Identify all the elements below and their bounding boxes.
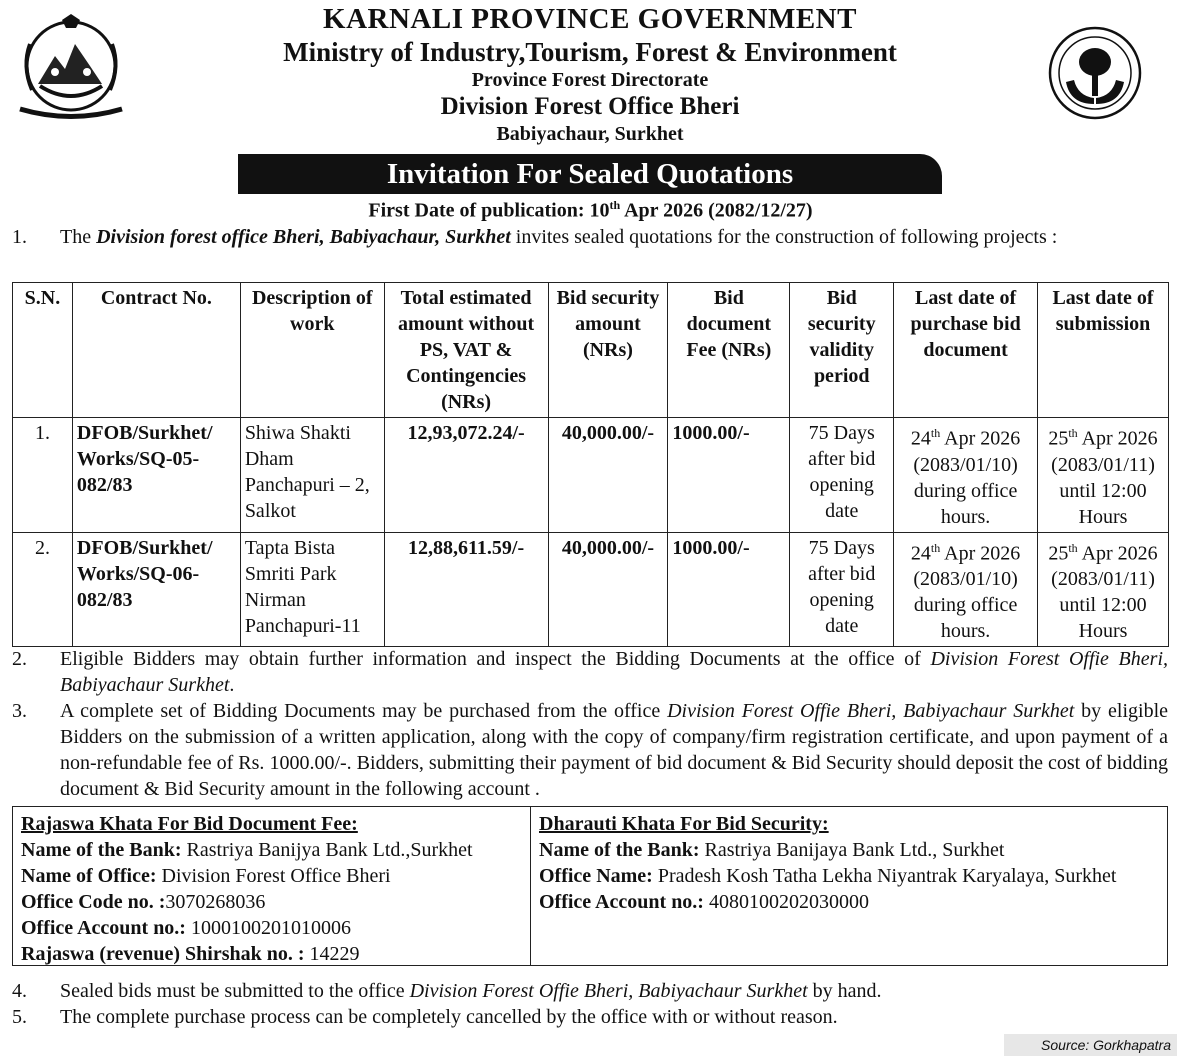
paragraph-text-italic: Division forest office Bheri, Babiyachaur, Surkhet xyxy=(96,226,511,248)
date-rest: Apr 2026 (2083/01/11) until 12:00 Hours xyxy=(1051,542,1158,643)
field-label: Name of the Bank: xyxy=(539,839,700,861)
paragraph-number: 4. xyxy=(12,980,27,1002)
date-sup: th xyxy=(930,540,941,555)
date-sup: th xyxy=(930,426,941,440)
forest-tree-hands-icon xyxy=(1048,26,1142,120)
security-account-column xyxy=(539,811,1139,915)
date-day: 25 xyxy=(1048,542,1069,565)
revenue-account-title: Rajaswa Khata For Bid Document Fee: xyxy=(21,813,358,835)
header-submission-date: Last date of submission xyxy=(1038,283,1169,418)
paragraph-text xyxy=(60,698,1168,802)
cell-security: 40,000.00/- xyxy=(548,418,668,533)
cell-description: Tapta Bista Smriti Park Nirman Panchapuri-11 xyxy=(240,532,384,647)
header-line-4: Division Forest Office Bheri xyxy=(440,93,740,120)
paragraph-text-italic: Division Forest Offie Bheri, Babiyachaur Surkhet xyxy=(667,700,1075,722)
cell-contract: DFOB/Surkhet/ Works/SQ-06-082/83 xyxy=(72,532,240,647)
header-line-5: Babiyachaur, Surkhet xyxy=(496,123,684,145)
cell-amount: 12,93,072.24/- xyxy=(384,418,548,533)
paragraph-text-plain: . xyxy=(229,674,235,696)
paragraph-text-plain: A complete set of Bidding Documents may be purchased from the office xyxy=(60,700,668,722)
paragraph-5 xyxy=(12,1004,1168,1030)
cell-validity: 75 Days after bid opening date xyxy=(790,418,894,533)
paragraph-text-italic: Division Forest Offie Bheri, Babiyachaur Surkhet xyxy=(409,980,808,1002)
date-rest: Apr 2026 (2083/01/11) until 12:00 Hours xyxy=(1051,427,1158,528)
cell-description: Shiwa Shakti Dham Panchapuri – 2, Salkot xyxy=(240,418,384,533)
field-value: 3070268036 xyxy=(165,891,266,913)
field-label: Name of Office: xyxy=(21,865,157,887)
security-bank-name xyxy=(539,837,1139,863)
header-line-2: Ministry of Industry,Tourism, Forest & Environment xyxy=(283,37,897,67)
field-value: Division Forest Office Bheri xyxy=(156,865,391,887)
paragraph-number: 3. xyxy=(12,700,27,722)
paragraph-text xyxy=(60,224,1168,250)
field-label: Office Name: xyxy=(539,865,653,887)
cell-purchase-date xyxy=(894,532,1038,647)
header-validity: Bid security validity period xyxy=(790,283,894,418)
paragraph-text-plain: The xyxy=(60,226,97,248)
nepal-emblem-icon xyxy=(10,14,132,122)
header-fee: Bid document Fee (NRs) xyxy=(668,283,790,418)
publication-date-prefix: First Date of publication: 10 xyxy=(368,199,610,222)
publication-date-sup: th xyxy=(609,198,621,212)
cell-sn: 2. xyxy=(13,532,73,647)
field-label: Rajaswa (revenue) Shirshak no. : xyxy=(21,943,305,965)
revenue-account-number xyxy=(21,915,531,941)
cell-submission-date xyxy=(1038,418,1169,533)
date-sup: th xyxy=(1068,540,1078,555)
cell-submission-date xyxy=(1038,532,1169,647)
security-office-name xyxy=(539,863,1139,889)
date-sup: th xyxy=(1068,426,1078,440)
field-value: 4080100202030000 xyxy=(703,891,869,913)
revenue-office-name xyxy=(21,863,531,889)
table-header-row xyxy=(13,283,1169,418)
publication-date xyxy=(0,198,1181,223)
cell-purchase-date xyxy=(894,418,1038,533)
paragraph-number: 5. xyxy=(12,1006,27,1028)
cell-contract: DFOB/Surkhet/ Works/SQ-05-082/83 xyxy=(72,418,240,533)
date-day: 25 xyxy=(1048,427,1069,450)
table-row xyxy=(13,418,1169,533)
header-contract: Contract No. xyxy=(72,283,240,418)
paragraph-number: 2. xyxy=(12,648,27,670)
title-banner: Invitation For Sealed Quotations xyxy=(238,154,942,194)
security-account-title: Dharauti Khata For Bid Security: xyxy=(539,813,829,835)
paragraph-text-plain: by eligible Bidders on the submission of a written application, along with the copy of company/firm registration certificate, and upon payment of a non-refundable fee of Rs. 1000.00/-. Bidders, submitting their payment of bid document & Bid Security should deposit the cost of bidding document & Bid Security amount in the following account . xyxy=(60,700,1168,800)
projects-table xyxy=(12,282,1169,647)
cell-fee: 1000.00/- xyxy=(668,418,790,533)
header-line-1: KARNALI PROVINCE GOVERNMENT xyxy=(323,3,857,35)
header-purchase-date: Last date of purchase bid document xyxy=(894,283,1038,418)
paragraph-3 xyxy=(12,698,1168,802)
paragraph-text-plain: by hand. xyxy=(807,980,882,1002)
field-value: 14229 xyxy=(304,943,360,965)
paragraph-1 xyxy=(12,224,1168,250)
header-line-3: Province Forest Directorate xyxy=(471,69,709,91)
field-value: Rastriya Banijaya Bank Ltd., Surkhet xyxy=(699,839,1005,861)
header-amount: Total estimated amount without PS, VAT & Contingencies (NRs) xyxy=(384,283,548,418)
field-value: Rastriya Banijya Bank Ltd.,Surkhet xyxy=(181,839,473,861)
field-label: Office Account no.: xyxy=(539,891,704,913)
field-label: Name of the Bank: xyxy=(21,839,182,861)
revenue-office-code xyxy=(21,889,531,915)
date-day: 24 xyxy=(910,427,931,450)
revenue-account-column xyxy=(21,811,531,967)
header-description: Description of work xyxy=(240,283,384,418)
cell-amount: 12,88,611.59/- xyxy=(384,532,548,647)
cell-security: 40,000.00/- xyxy=(548,532,668,647)
revenue-bank-name xyxy=(21,837,531,863)
paragraph-text xyxy=(60,978,1168,1004)
source-credit: Source: Gorkhapatra xyxy=(1004,1034,1177,1056)
paragraph-2 xyxy=(12,646,1168,698)
paragraph-text xyxy=(60,646,1168,698)
publication-date-suffix: Apr 2026 (2082/12/27) xyxy=(620,199,813,222)
revenue-shirshak-number xyxy=(21,941,531,967)
field-value: 1000100201010006 xyxy=(185,917,351,939)
cell-validity: 75 Days after bid opening date xyxy=(790,532,894,647)
date-day: 24 xyxy=(910,542,931,565)
paragraph-4 xyxy=(12,978,1168,1004)
notice-header xyxy=(0,0,1181,160)
paragraph-number: 1. xyxy=(12,226,27,248)
security-account-number xyxy=(539,889,1139,915)
date-rest: Apr 2026 (2083/01/10) during office hours. xyxy=(913,427,1021,528)
header-sn: S.N. xyxy=(13,283,73,418)
field-value: Pradesh Kosh Tatha Lekha Niyantrak Karyalaya, Surkhet xyxy=(652,865,1117,887)
table-row xyxy=(13,532,1169,647)
cell-fee: 1000.00/- xyxy=(668,532,790,647)
paragraph-text-plain: invites sealed quotations for the construction of following projects : xyxy=(510,226,1058,248)
paragraph-text-italic: Division Forest Offie Bheri, Babiyachaur Surkhet xyxy=(60,648,1168,696)
field-label: Office Account no.: xyxy=(21,917,186,939)
paragraph-text-plain: Eligible Bidders may obtain further information and inspect the Bidding Documents at the office of xyxy=(60,648,931,670)
bank-accounts-box xyxy=(12,806,1168,966)
header-security: Bid security amount (NRs) xyxy=(548,283,668,418)
date-rest: Apr 2026 (2083/01/10) during office hours. xyxy=(913,542,1021,643)
field-label: Office Code no. : xyxy=(21,891,166,913)
cell-sn: 1. xyxy=(13,418,73,533)
header-titles xyxy=(140,0,1040,146)
paragraph-text: The complete purchase process can be completely cancelled by the office with or without reason. xyxy=(60,1006,838,1028)
paragraph-text-plain: Sealed bids must be submitted to the office xyxy=(60,980,410,1002)
